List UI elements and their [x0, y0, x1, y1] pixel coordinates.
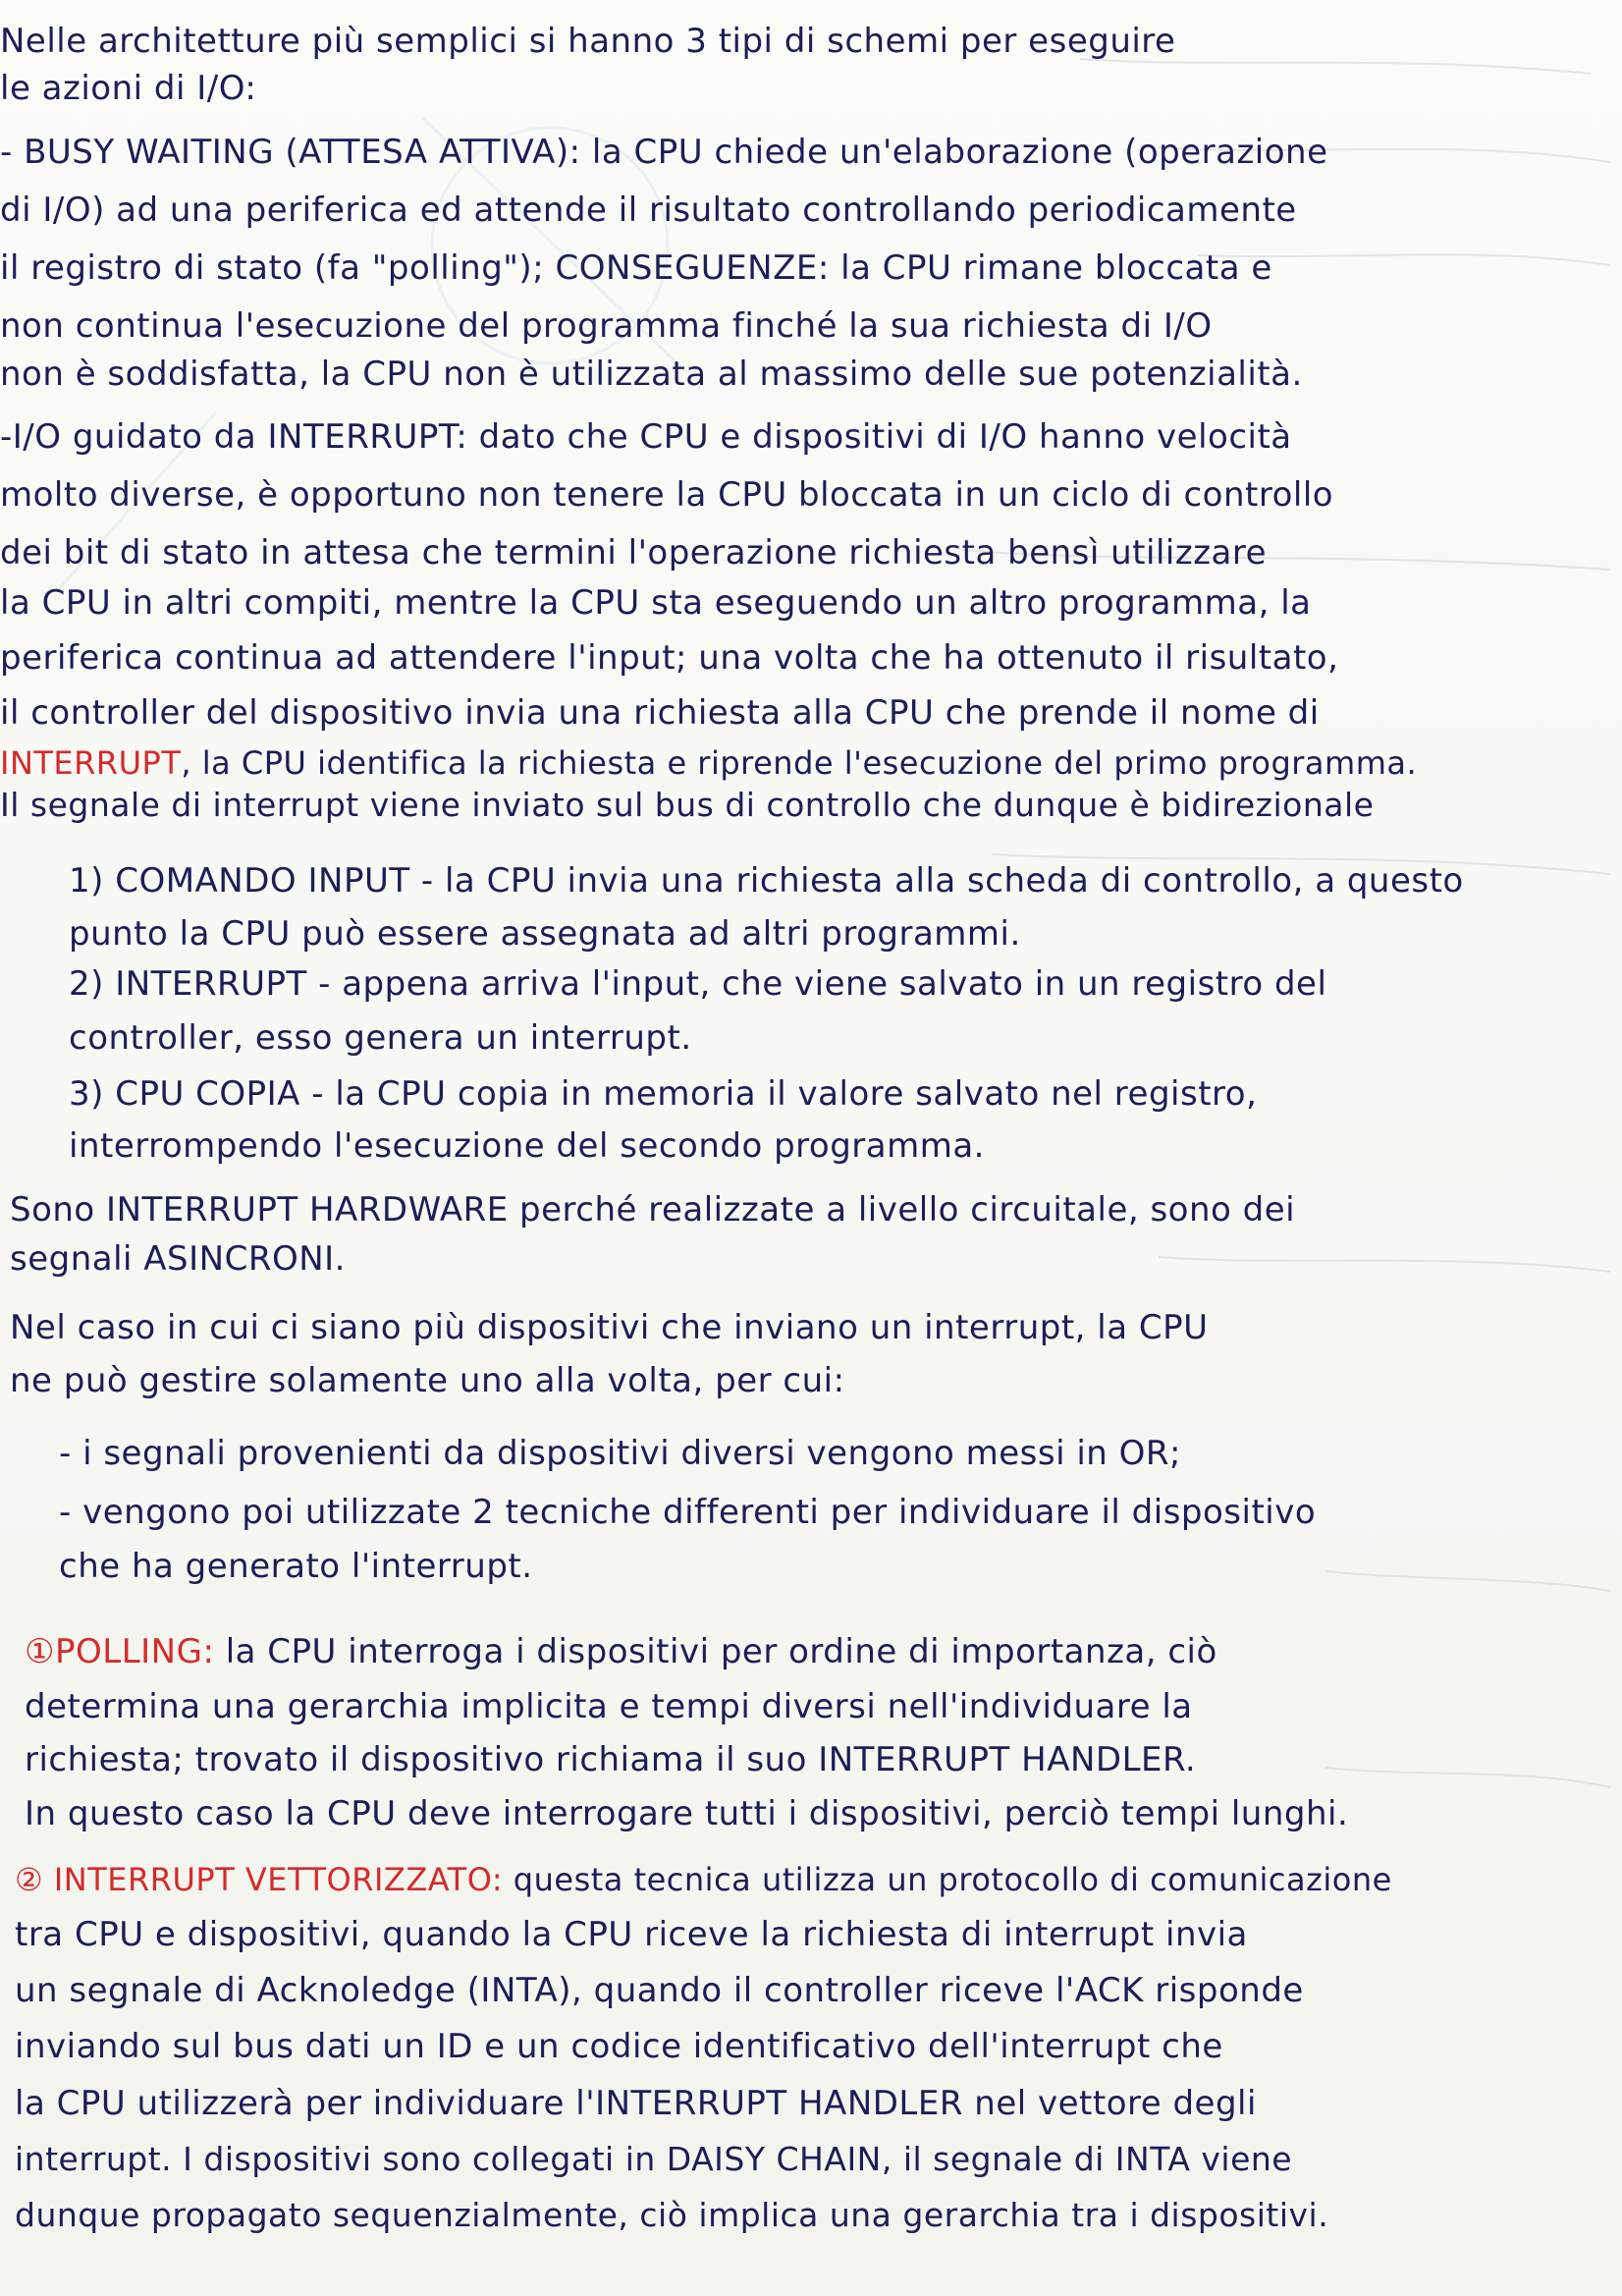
- text-line-13: il controller del dispositivo invia una richiesta alla CPU che prende il nome di: [0, 693, 1320, 733]
- polling-line-3: richiesta; trovato il dispositivo richiama il suo INTERRUPT HANDLER.: [25, 1740, 1197, 1779]
- text-line-23: segnali ASINCRONI.: [10, 1239, 346, 1279]
- text-line-1: Nelle architetture più semplici si hanno 3 tipi di schemi per eseguire: [0, 22, 1176, 61]
- text-line-8: -I/O guidato da INTERRUPT: dato che CPU e dispositivi di I/O hanno velocità: [0, 417, 1292, 457]
- vectored-line-6: interrupt. I dispositivi sono collegati in DAISY CHAIN, il segnale di INTA viene: [15, 2140, 1293, 2178]
- polling-label: ①POLLING:: [25, 1632, 215, 1671]
- step-2-line-b: controller, esso genera un interrupt.: [69, 1018, 692, 1058]
- vectored-line-4: inviando sul bus dati un ID e un codice identificativo dell'interrupt che: [15, 2027, 1223, 2066]
- vectored-heading-line: [0, 1858, 1622, 1901]
- polling-heading-line: [0, 1630, 1622, 1673]
- bullet-techniques: - vengono poi utilizzate 2 tecniche differenti per individuare il dispositivo: [59, 1493, 1317, 1532]
- step-1-line-b: punto la CPU può essere assegnata ad altri programmi.: [69, 914, 1021, 954]
- text-line-6: non continua l'esecuzione del programma finché la sua richiesta di I/O: [0, 306, 1213, 346]
- text-line-9: molto diverse, è opportuno non tenere la CPU bloccata in un ciclo di controllo: [0, 475, 1334, 515]
- text-line-3: - BUSY WAITING (ATTESA ATTIVA): la CPU chiede un'elaborazione (operazione: [0, 133, 1328, 172]
- text-line-10: dei bit di stato in attesa che termini l'operazione richiesta bensì utilizzare: [0, 533, 1268, 573]
- text-line-12: periferica continua ad attendere l'input; una volta che ha ottenuto il risultato,: [0, 638, 1339, 678]
- step-2-line-a: 2) INTERRUPT - appena arriva l'input, che viene salvato in un registro del: [69, 964, 1327, 1004]
- text-line-15: Il segnale di interrupt viene inviato sul bus di controllo che dunque è bidirezionale: [0, 786, 1375, 824]
- vectored-line-7: dunque propagato sequenzialmente, ciò implica una gerarchia tra i dispositivi.: [15, 2196, 1329, 2234]
- interrupt-keyword: INTERRUPT: [0, 744, 182, 782]
- step-3-line-b: interrompendo l'esecuzione del secondo programma.: [69, 1126, 985, 1166]
- vectored-line-5: la CPU utilizzerà per individuare l'INTERRUPT HANDLER nel vettore degli: [15, 2084, 1257, 2123]
- vectored-line-2: tra CPU e dispositivi, quando la CPU riceve la richiesta di interrupt invia: [15, 1915, 1248, 1954]
- text-line-5: il registro di stato (fa "polling"); CONSEGUENZE: la CPU rimane bloccata e: [0, 248, 1272, 288]
- bullet-techniques-cont: che ha generato l'interrupt.: [59, 1547, 533, 1586]
- vectored-label: ② INTERRUPT VETTORIZZATO:: [15, 1861, 504, 1898]
- text-line-11: la CPU in altri compiti, mentre la CPU sta eseguendo un altro programma, la: [0, 583, 1312, 623]
- text-line-24: Nel caso in cui ci siano più dispositivi che inviano un interrupt, la CPU: [10, 1308, 1209, 1347]
- polling-line-2: determina una gerarchia implicita e tempi diversi nell'individuare la: [25, 1687, 1193, 1726]
- vectored-line-3: un segnale di Acknoledge (INTA), quando il controller riceve l'ACK risponde: [15, 1971, 1304, 2010]
- text-line-7: non è soddisfatta, la CPU non è utilizzata al massimo delle sue potenzialità.: [0, 355, 1303, 394]
- polling-line-4: In questo caso la CPU deve interrogare tutti i dispositivi, perciò tempi lunghi.: [25, 1794, 1349, 1833]
- text-line-2: le azioni di I/O:: [0, 69, 257, 108]
- step-1-line-a: 1) COMANDO INPUT - la CPU invia una richiesta alla scheda di controllo, a questo: [69, 861, 1464, 901]
- text-line-14: [0, 741, 1622, 785]
- text-line-25: ne può gestire solamente uno alla volta, per cui:: [10, 1361, 845, 1400]
- step-3-line-a: 3) CPU COPIA - la CPU copia in memoria il valore salvato nel registro,: [69, 1074, 1258, 1114]
- vectored-text-visible: questa tecnica utilizza un protocollo di comunicazione: [513, 1861, 1392, 1898]
- text-line-4: di I/O) ad una periferica ed attende il risultato controllando periodicamente: [0, 191, 1297, 230]
- polling-text-visible: la CPU interroga i dispositivi per ordine di importanza, ciò: [225, 1632, 1217, 1671]
- text-line-22: Sono INTERRUPT HARDWARE perché realizzate a livello circuitale, sono dei: [10, 1190, 1296, 1230]
- interrupt-line-rest: , la CPU identifica la richiesta e riprende l'esecuzione del primo programma.: [181, 744, 1418, 782]
- bullet-or-signals: - i segnali provenienti da dispositivi diversi vengono messi in OR;: [59, 1434, 1181, 1473]
